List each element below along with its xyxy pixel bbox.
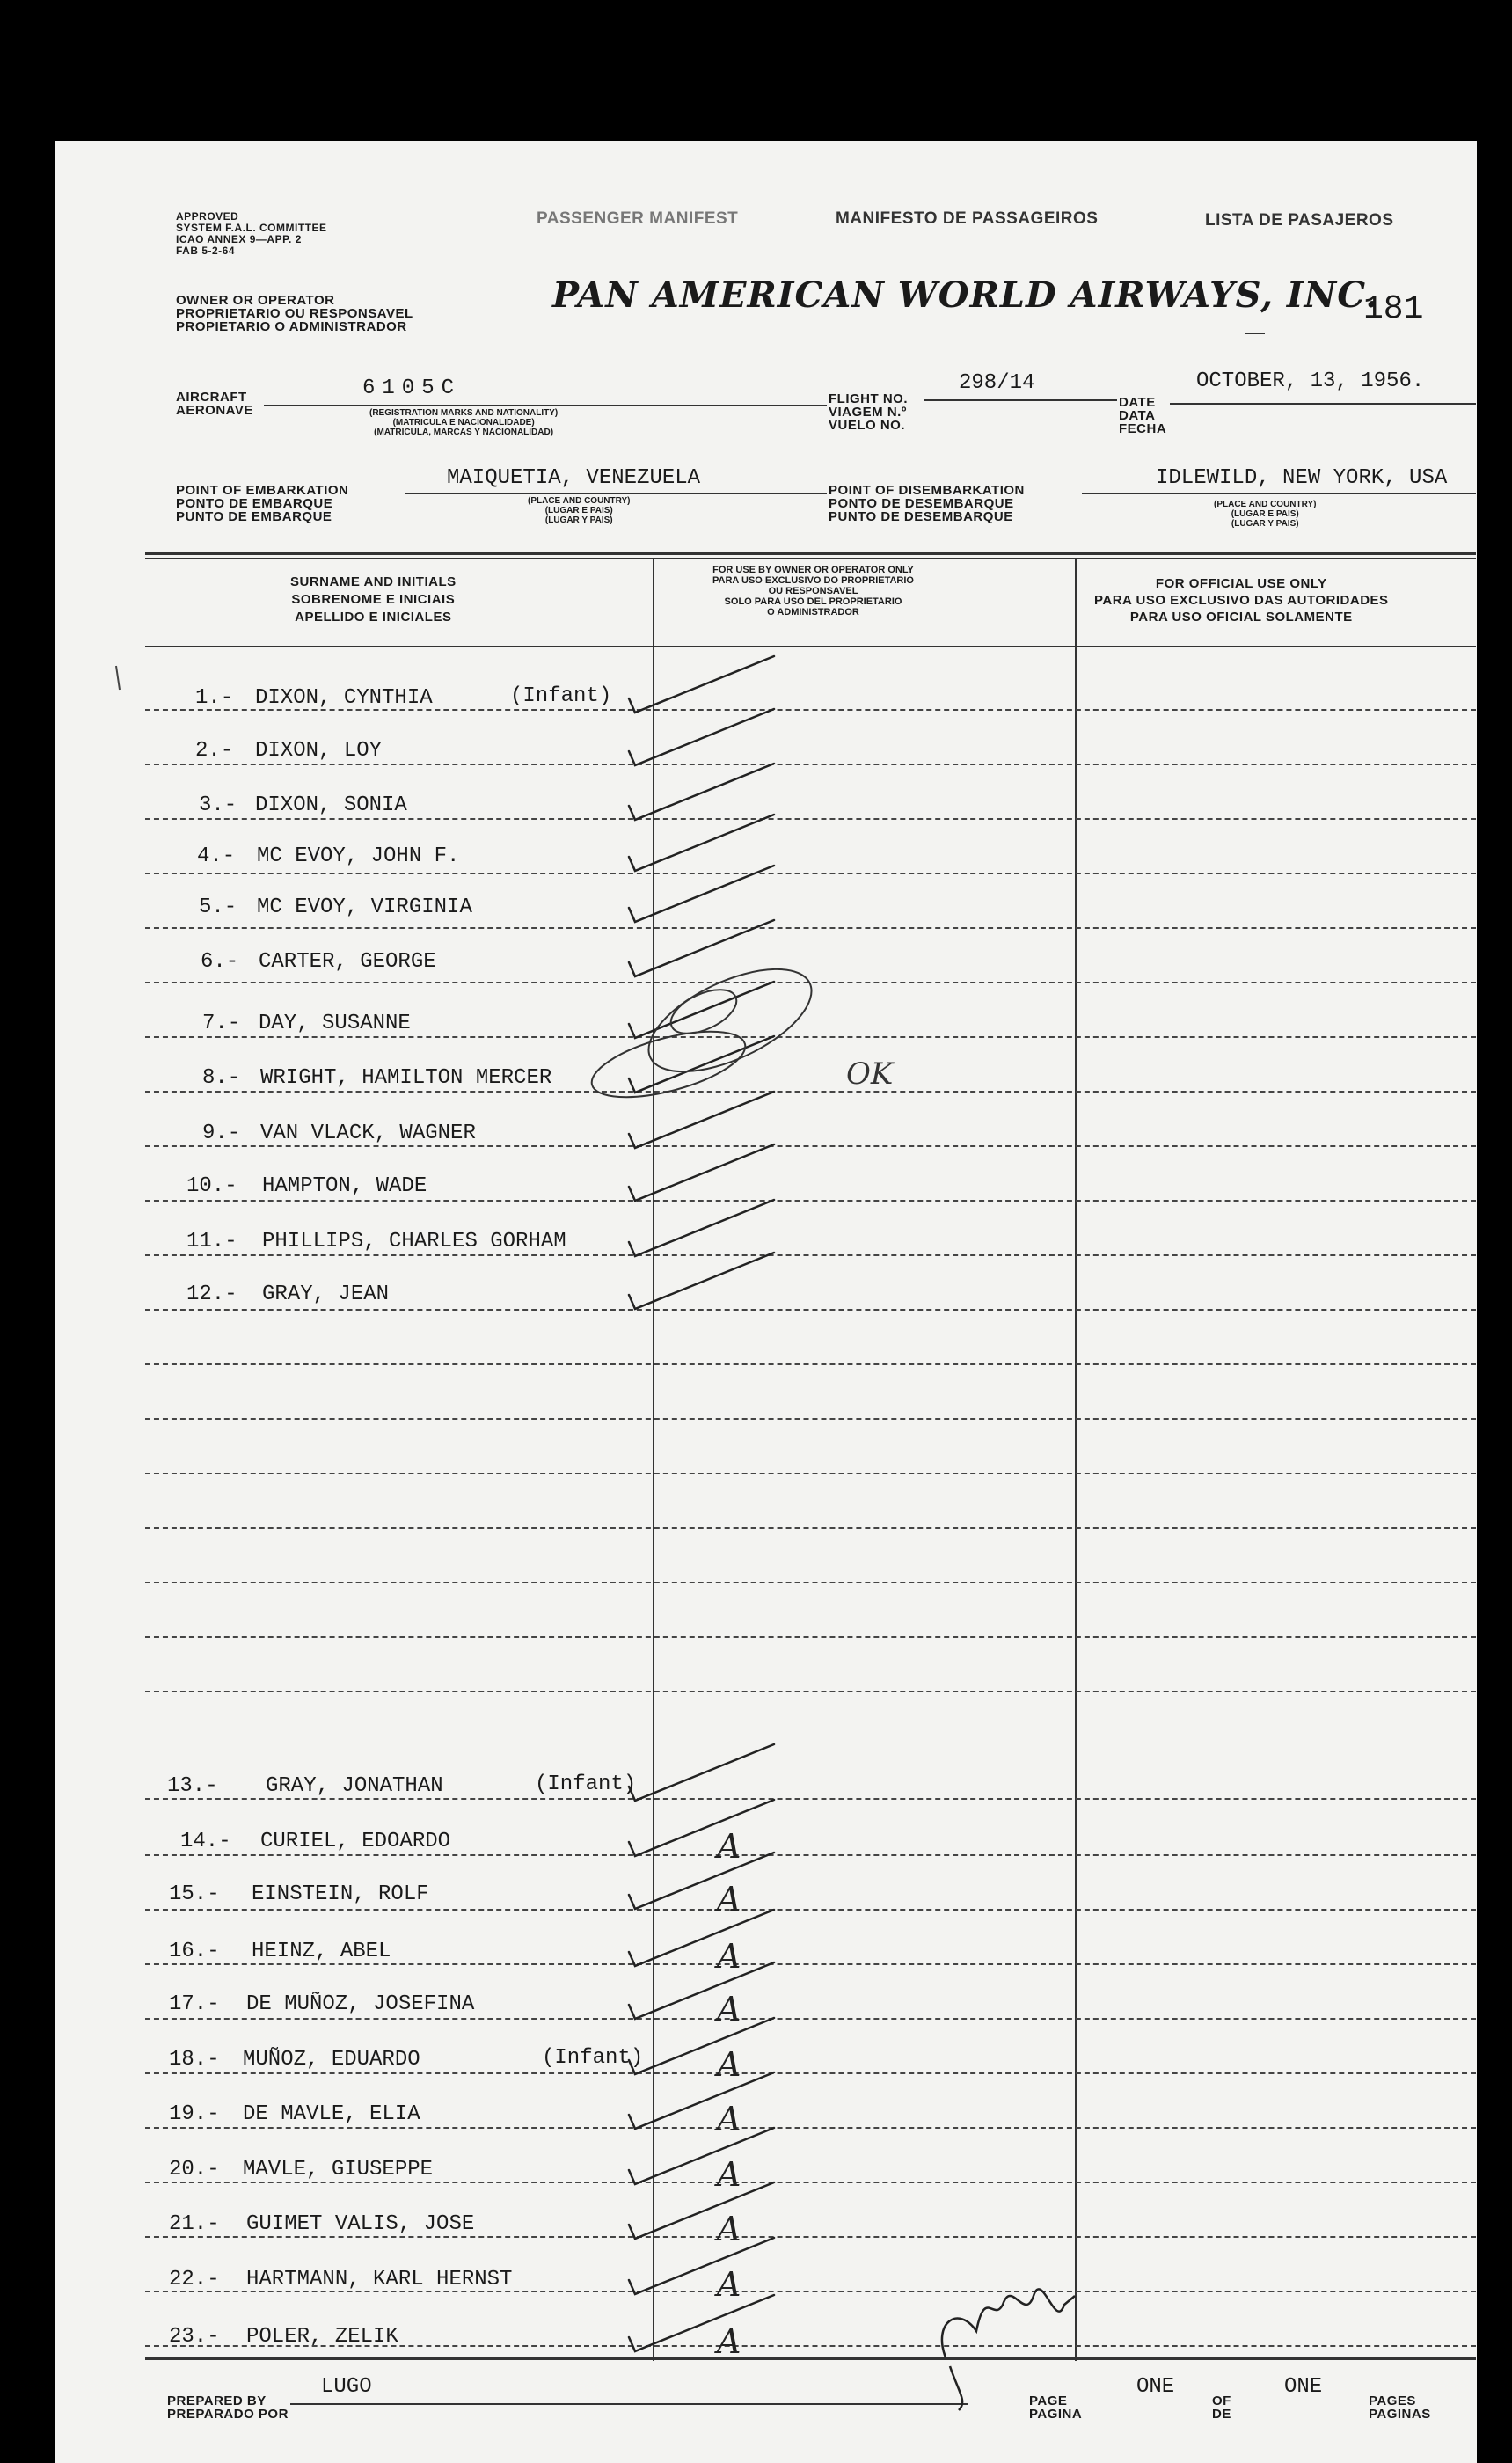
- row-number: 12.-: [186, 1283, 237, 1306]
- disembark-value: IDLEWILD, NEW YORK, USA: [1156, 466, 1448, 490]
- passenger-name: POLER, ZELIK: [246, 2325, 398, 2349]
- embark-sub: (PLACE AND COUNTRY) (LUGAR E PAIS) (LUGAR Y PAIS): [528, 496, 631, 525]
- row-rule: [145, 2072, 1476, 2074]
- row-rule: [145, 1200, 1476, 1202]
- passenger-name: HARTMANN, KARL HERNST: [246, 2268, 513, 2291]
- row-rule: [145, 927, 1476, 929]
- row-rule: [145, 2236, 1476, 2238]
- page-label: PAGE PAGINA: [1029, 2394, 1083, 2422]
- a-mark: A: [717, 2322, 741, 2361]
- title-english: PASSENGER MANIFEST: [537, 209, 739, 228]
- passenger-name: GRAY, JEAN: [262, 1283, 390, 1306]
- of-label: OF DE: [1212, 2394, 1231, 2422]
- embark-value: MAIQUETIA, VENEZUELA: [447, 466, 701, 490]
- row-rule: [145, 1091, 1476, 1093]
- row-number: 19.-: [169, 2102, 220, 2126]
- row-rule: [145, 1963, 1476, 1965]
- embark-label: POINT OF EMBARKATION PONTO DE EMBARQUE PUNTO DE EMBARQUE: [176, 483, 349, 524]
- row-rule: [145, 1418, 1476, 1420]
- flight-line: [924, 399, 1117, 401]
- infant-note: (Infant): [542, 2046, 644, 2070]
- row-rule: [145, 1527, 1476, 1529]
- a-mark: A: [717, 2045, 741, 2084]
- infant-note: (Infant): [510, 684, 612, 708]
- row-number: 15.-: [169, 1882, 220, 1906]
- column-divider-1: [653, 558, 654, 2361]
- passenger-name: DE MUÑOZ, JOSEFINA: [246, 1992, 475, 2016]
- passenger-name: CURIEL, EDOARDO: [260, 1830, 451, 1853]
- row-rule: [145, 1145, 1476, 1147]
- owner-column-header: FOR USE BY OWNER OR OPERATOR ONLY PARA USO EXCLUSIVO DO PROPRIETARIO OU RESPONSAVEL SOLO PARA USO DEL PROPRIETARIO O ADMINISTRADOR: [712, 565, 914, 618]
- infant-note: (Infant): [535, 1772, 637, 1796]
- flight-value: 298/14: [959, 371, 1035, 395]
- date-value: OCTOBER, 13, 1956.: [1196, 369, 1425, 393]
- row-number: 18.-: [169, 2048, 220, 2072]
- prepared-value: LUGO: [321, 2375, 372, 2399]
- row-rule: [145, 982, 1476, 983]
- passenger-name: WRIGHT, HAMILTON MERCER: [260, 1066, 552, 1090]
- row-rule: [145, 2182, 1476, 2183]
- row-rule: [145, 2127, 1476, 2129]
- row-number: 6.-: [201, 950, 239, 974]
- row-number: 1.-: [195, 686, 234, 710]
- passenger-name: HAMPTON, WADE: [262, 1174, 427, 1198]
- row-number: 13.-: [167, 1774, 218, 1798]
- prepared-label: PREPARED BY PREPARADO POR: [167, 2394, 289, 2422]
- a-mark: A: [717, 2265, 741, 2304]
- row-number: 2.-: [195, 739, 234, 763]
- prepared-line: [290, 2403, 968, 2405]
- disembark-label: POINT OF DISEMBARKATION PONTO DE DESEMBARQUE PUNTO DE DESEMBARQUE: [829, 483, 1025, 524]
- row-rule: [145, 1636, 1476, 1638]
- title-portuguese: MANIFESTO DE PASSAGEIROS: [836, 209, 1099, 228]
- aircraft-line: [264, 405, 827, 406]
- owner-label: OWNER OR OPERATOR PROPRIETARIO OU RESPONSAVEL PROPIETARIO O ADMINISTRADOR: [176, 293, 413, 334]
- row-number: 8.-: [202, 1066, 241, 1090]
- of-value: ONE: [1284, 2375, 1323, 2399]
- row-rule: [145, 1473, 1476, 1474]
- row-number: 17.-: [169, 1992, 220, 2016]
- row-rule: [145, 1309, 1476, 1311]
- passenger-name: DE MAVLE, ELIA: [243, 2102, 420, 2126]
- aircraft-sub: (REGISTRATION MARKS AND NATIONALITY) (MATRICULA E NACIONALIDADE) (MATRICULA, MARCAS Y NACIONALIDAD): [369, 408, 559, 437]
- passenger-name: DIXON, SONIA: [255, 793, 407, 817]
- passenger-name: MC EVOY, JOHN F.: [257, 844, 460, 868]
- row-number: 16.-: [169, 1940, 220, 1963]
- passenger-name: DAY, SUSANNE: [259, 1012, 411, 1035]
- passenger-name: EINSTEIN, ROLF: [252, 1882, 429, 1906]
- aircraft-value: 6105C: [362, 376, 462, 400]
- a-mark: A: [717, 1827, 741, 1866]
- row-number: 10.-: [186, 1174, 237, 1198]
- row-number: 21.-: [169, 2212, 220, 2236]
- page-value: ONE: [1136, 2375, 1175, 2399]
- passenger-name: VAN VLACK, WAGNER: [260, 1122, 476, 1145]
- passenger-name: MUÑOZ, EDUARDO: [243, 2048, 420, 2072]
- a-mark: A: [717, 1990, 741, 2028]
- row-rule: [145, 1254, 1476, 1256]
- table-top-rule: [145, 552, 1476, 555]
- row-rule: [145, 1582, 1476, 1583]
- row-rule: [145, 818, 1476, 820]
- passenger-name: DIXON, CYNTHIA: [255, 686, 433, 710]
- row-rule: [145, 1691, 1476, 1692]
- date-label: DATE DATA FECHA: [1119, 395, 1167, 436]
- row-number: 20.-: [169, 2158, 220, 2182]
- row-number: 3.-: [199, 793, 237, 817]
- passenger-name: GRAY, JONATHAN: [266, 1774, 443, 1798]
- passenger-name: HEINZ, ABEL: [252, 1940, 391, 1963]
- embark-line: [405, 493, 827, 494]
- row-rule: [145, 764, 1476, 765]
- passenger-name: GUIMET VALIS, JOSE: [246, 2212, 475, 2236]
- row-number: 4.-: [197, 844, 236, 868]
- table-bottom-rule: [145, 2357, 1476, 2360]
- title-spanish: LISTA DE PASAJEROS: [1205, 211, 1394, 230]
- row-number: 7.-: [202, 1012, 241, 1035]
- row-rule: [145, 2291, 1476, 2292]
- disembark-line: [1082, 493, 1476, 494]
- table-top-rule-2: [145, 558, 1476, 559]
- row-number: 14.-: [180, 1830, 231, 1853]
- row-number: 5.-: [199, 895, 237, 919]
- a-mark: A: [717, 1880, 741, 1919]
- passenger-name: CARTER, GEORGE: [259, 950, 436, 974]
- a-mark: A: [717, 2210, 741, 2248]
- approval-block: APPROVED SYSTEM F.A.L. COMMITTEE ICAO ANNEX 9—APP. 2 FAB 5-2-64: [176, 210, 327, 257]
- header-bottom-rule: [145, 646, 1476, 647]
- row-rule: [145, 1798, 1476, 1800]
- pages-label: PAGES PAGINAS: [1369, 2394, 1431, 2422]
- a-mark: A: [717, 2100, 741, 2138]
- row-rule: [145, 2018, 1476, 2020]
- name-column-header: SURNAME AND INITIALS SOBRENOME E INICIAIS APELLIDO E INICIALES: [290, 574, 457, 625]
- a-mark: A: [717, 2155, 741, 2194]
- row-number: 22.-: [169, 2268, 220, 2291]
- airline-name: PAN AMERICAN WORLD AIRWAYS, INC.: [552, 274, 1379, 316]
- a-mark: A: [717, 1937, 741, 1976]
- row-rule: [145, 709, 1476, 711]
- date-line: [1170, 403, 1476, 405]
- row-rule: [145, 1909, 1476, 1911]
- dash-mark: [1245, 333, 1265, 334]
- flight-label: FLIGHT NO. VIAGEM N.º VUELO NO.: [829, 391, 908, 433]
- page-number: 181: [1363, 290, 1424, 328]
- row-rule: [145, 1363, 1476, 1365]
- row-rule: [145, 1036, 1476, 1038]
- official-column-header: FOR OFFICIAL USE ONLY PARA USO EXCLUSIVO DAS AUTORIDADES PARA USO OFICIAL SOLAMENTE: [1094, 576, 1389, 625]
- passenger-name: PHILLIPS, CHARLES GORHAM: [262, 1230, 566, 1253]
- row-number: 23.-: [169, 2325, 220, 2349]
- passenger-name: DIXON, LOY: [255, 739, 383, 763]
- passenger-name: MC EVOY, VIRGINIA: [257, 895, 472, 919]
- row-number: 11.-: [186, 1230, 237, 1253]
- disembark-sub: (PLACE AND COUNTRY) (LUGAR E PAIS) (LUGAR Y PAIS): [1214, 500, 1317, 529]
- passenger-name: MAVLE, GIUSEPPE: [243, 2158, 434, 2182]
- row-rule: [145, 2345, 1476, 2347]
- ok-annotation: OK: [846, 1056, 894, 1092]
- row-rule: [145, 1854, 1476, 1856]
- row-number: 9.-: [202, 1122, 241, 1145]
- column-divider-2: [1075, 558, 1077, 2361]
- row-rule: [145, 873, 1476, 874]
- aircraft-label: AIRCRAFT AERONAVE: [176, 390, 253, 418]
